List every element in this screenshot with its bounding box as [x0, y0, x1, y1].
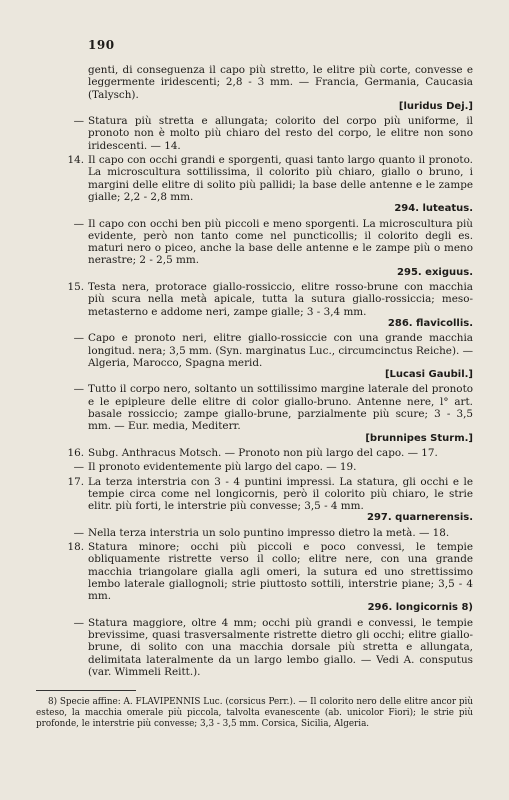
entry-text: Statura minore; occhi più piccoli e poco convessi, le tempie obliquamente ristrette verso il collo; elitre nere, con una grande macchia triangolare gialla agli omeri, la sutura ed uno strettissimo lembo laterale giallognoli; strie piuttosto sottili, interstrie piane; 3,5 - 4 mm. — [88, 540, 473, 603]
entry-number: — — [73, 332, 84, 345]
entry-text: Subg. Anthracus Motsch. — Pronoto non più largo del capo. — 17. — [88, 446, 438, 459]
entry-text: Il pronoto evidentemente più largo del capo. — 19. — [88, 461, 357, 474]
key-entry — [73, 526, 473, 539]
entry-number: 15. — [67, 281, 84, 294]
entry-number: 18. — [67, 540, 84, 553]
entry-text: Il capo con occhi ben più piccoli e meno sporgenti. La microscultura più evidente, però non tanto come nel puncticollis; il colorito degli es. maturi nero o piceo, anche la base delle antenne e le zampe più o meno nerastre; 2 - 2,5 mm. — [88, 217, 473, 267]
key-entry — [67, 540, 473, 615]
species-name: [Lucasi Gaubil.] — [384, 369, 473, 381]
entry-text: Tutto il corpo nero, soltanto un sottilissimo margine laterale del pronoto e le epipleure delle elitre di color giallo-bruno. Antenne nere, l° art. basale rossiccio; zampe giallo-brune, parzialmente più scure; 3 - 3,5 mm. — Eur. media, Mediterr. — [88, 383, 473, 433]
entry-text: Il capo con occhi grandi e sporgenti, quasi tanto largo quanto il pronoto. La microscultura sottilissima, il colorito più chiaro, giallo o bruno, i margini delle elitre di solito più pallidi; la base delle antenne e le zampe gialle; 2,2 - 2,8 mm. — [88, 154, 473, 203]
key-entry — [67, 281, 473, 330]
species-name: 294. luteatus. — [394, 203, 473, 215]
entry-text: Capo e pronoto neri, elitre giallo-rossiccie con una grande macchia longitud. nera; 3,5 mm. (Syn. marginatus Luc., circumcinctus Reiche). — Algeria, Marocco, Spagna merid. — [88, 332, 473, 369]
entry-number: — — [73, 461, 84, 474]
entry-number: — — [73, 616, 84, 629]
entry-number: — — [73, 217, 84, 230]
key-entry — [73, 461, 473, 474]
entry-text: Statura maggiore, oltre 4 mm; occhi più grandi e convessi, le tempie brevissime, quasi trasversalmente ristrette dietro gli occhi; elitre giallo-brune, di solito con una macchia dorsale più stretta e allungata, delimitata lateralmente da un largo lembo giallo. — Vedi A. consputus (var. Wimmeli Reitt.). — [88, 616, 473, 678]
key-entries — [67, 64, 473, 678]
entry-text: Testa nera, protorace giallo-rossiccio, elitre rosso-brune con macchia più scura nella metà apicale, tutta la sutura giallo-rossiccia; meso-metasterno e addome neri, zampe gialle; 3 - 3,4 mm. — [88, 281, 473, 318]
key-entry — [67, 154, 473, 215]
species-name: 297. quarnerensis. — [367, 512, 473, 524]
entry-text: genti, di conseguenza il capo più stretto, le elitre più corte, convesse e leggermente iridescenti; 2,8 - 3 mm. — Francia, Germania, Caucasia (Talysch). — [88, 64, 473, 101]
entry-number: 17. — [67, 475, 84, 488]
key-entry — [73, 616, 473, 678]
key-entry — [67, 446, 473, 459]
key-entry — [73, 383, 473, 444]
footnote: 8) Specie affine: A. FLAVIPENNIS Luc. (corsicus Perr.). — Il colorito nero delle elitre ancor più esteso, la macchia omerale più piccola, talvolta evanescente (ab. unicolor Fiori); le strie più profonde, le interstrie più convesse; 3,3 - 3,5 mm. Corsica, Sicilia, Algeria. — [36, 697, 473, 729]
entry-text: Nella terza interstria un solo puntino impresso dietro la metà. — 18. — [88, 526, 450, 539]
key-entry — [88, 64, 473, 113]
entry-number: — — [73, 115, 84, 128]
species-name: 286. flavicollis. — [387, 317, 473, 329]
entry-number: — — [73, 383, 84, 396]
entry-text: Statura più stretta e allungata; colorito del corpo più uniforme, il pronoto non è molto più chiaro del resto del corpo, le elitre non sono iridescenti. — 14. — [88, 115, 473, 152]
species-name: 296. longicornis 8) — [367, 602, 473, 614]
footnote-rule — [36, 690, 136, 691]
entry-number: — — [73, 526, 84, 539]
key-entry — [73, 115, 473, 152]
key-entry — [67, 475, 473, 525]
species-name: [brunnipes Sturm.] — [365, 432, 473, 444]
species-name: 295. exiguus. — [397, 266, 473, 278]
key-entry — [73, 217, 473, 279]
entry-text: La terza interstria con 3 - 4 puntini impressi. La statura, gli occhi e le tempie circa come nel longicornis, però il colorito più chiaro, le strie elitr. più forti, le interstrie più convesse; 3,5 - 4 mm. — [88, 475, 473, 513]
entry-number: 14. — [67, 154, 84, 167]
entry-number: 16. — [67, 446, 84, 459]
page-number: 190 — [88, 38, 115, 52]
key-entry — [73, 332, 473, 381]
species-name: [luridus Dej.] — [398, 100, 473, 112]
